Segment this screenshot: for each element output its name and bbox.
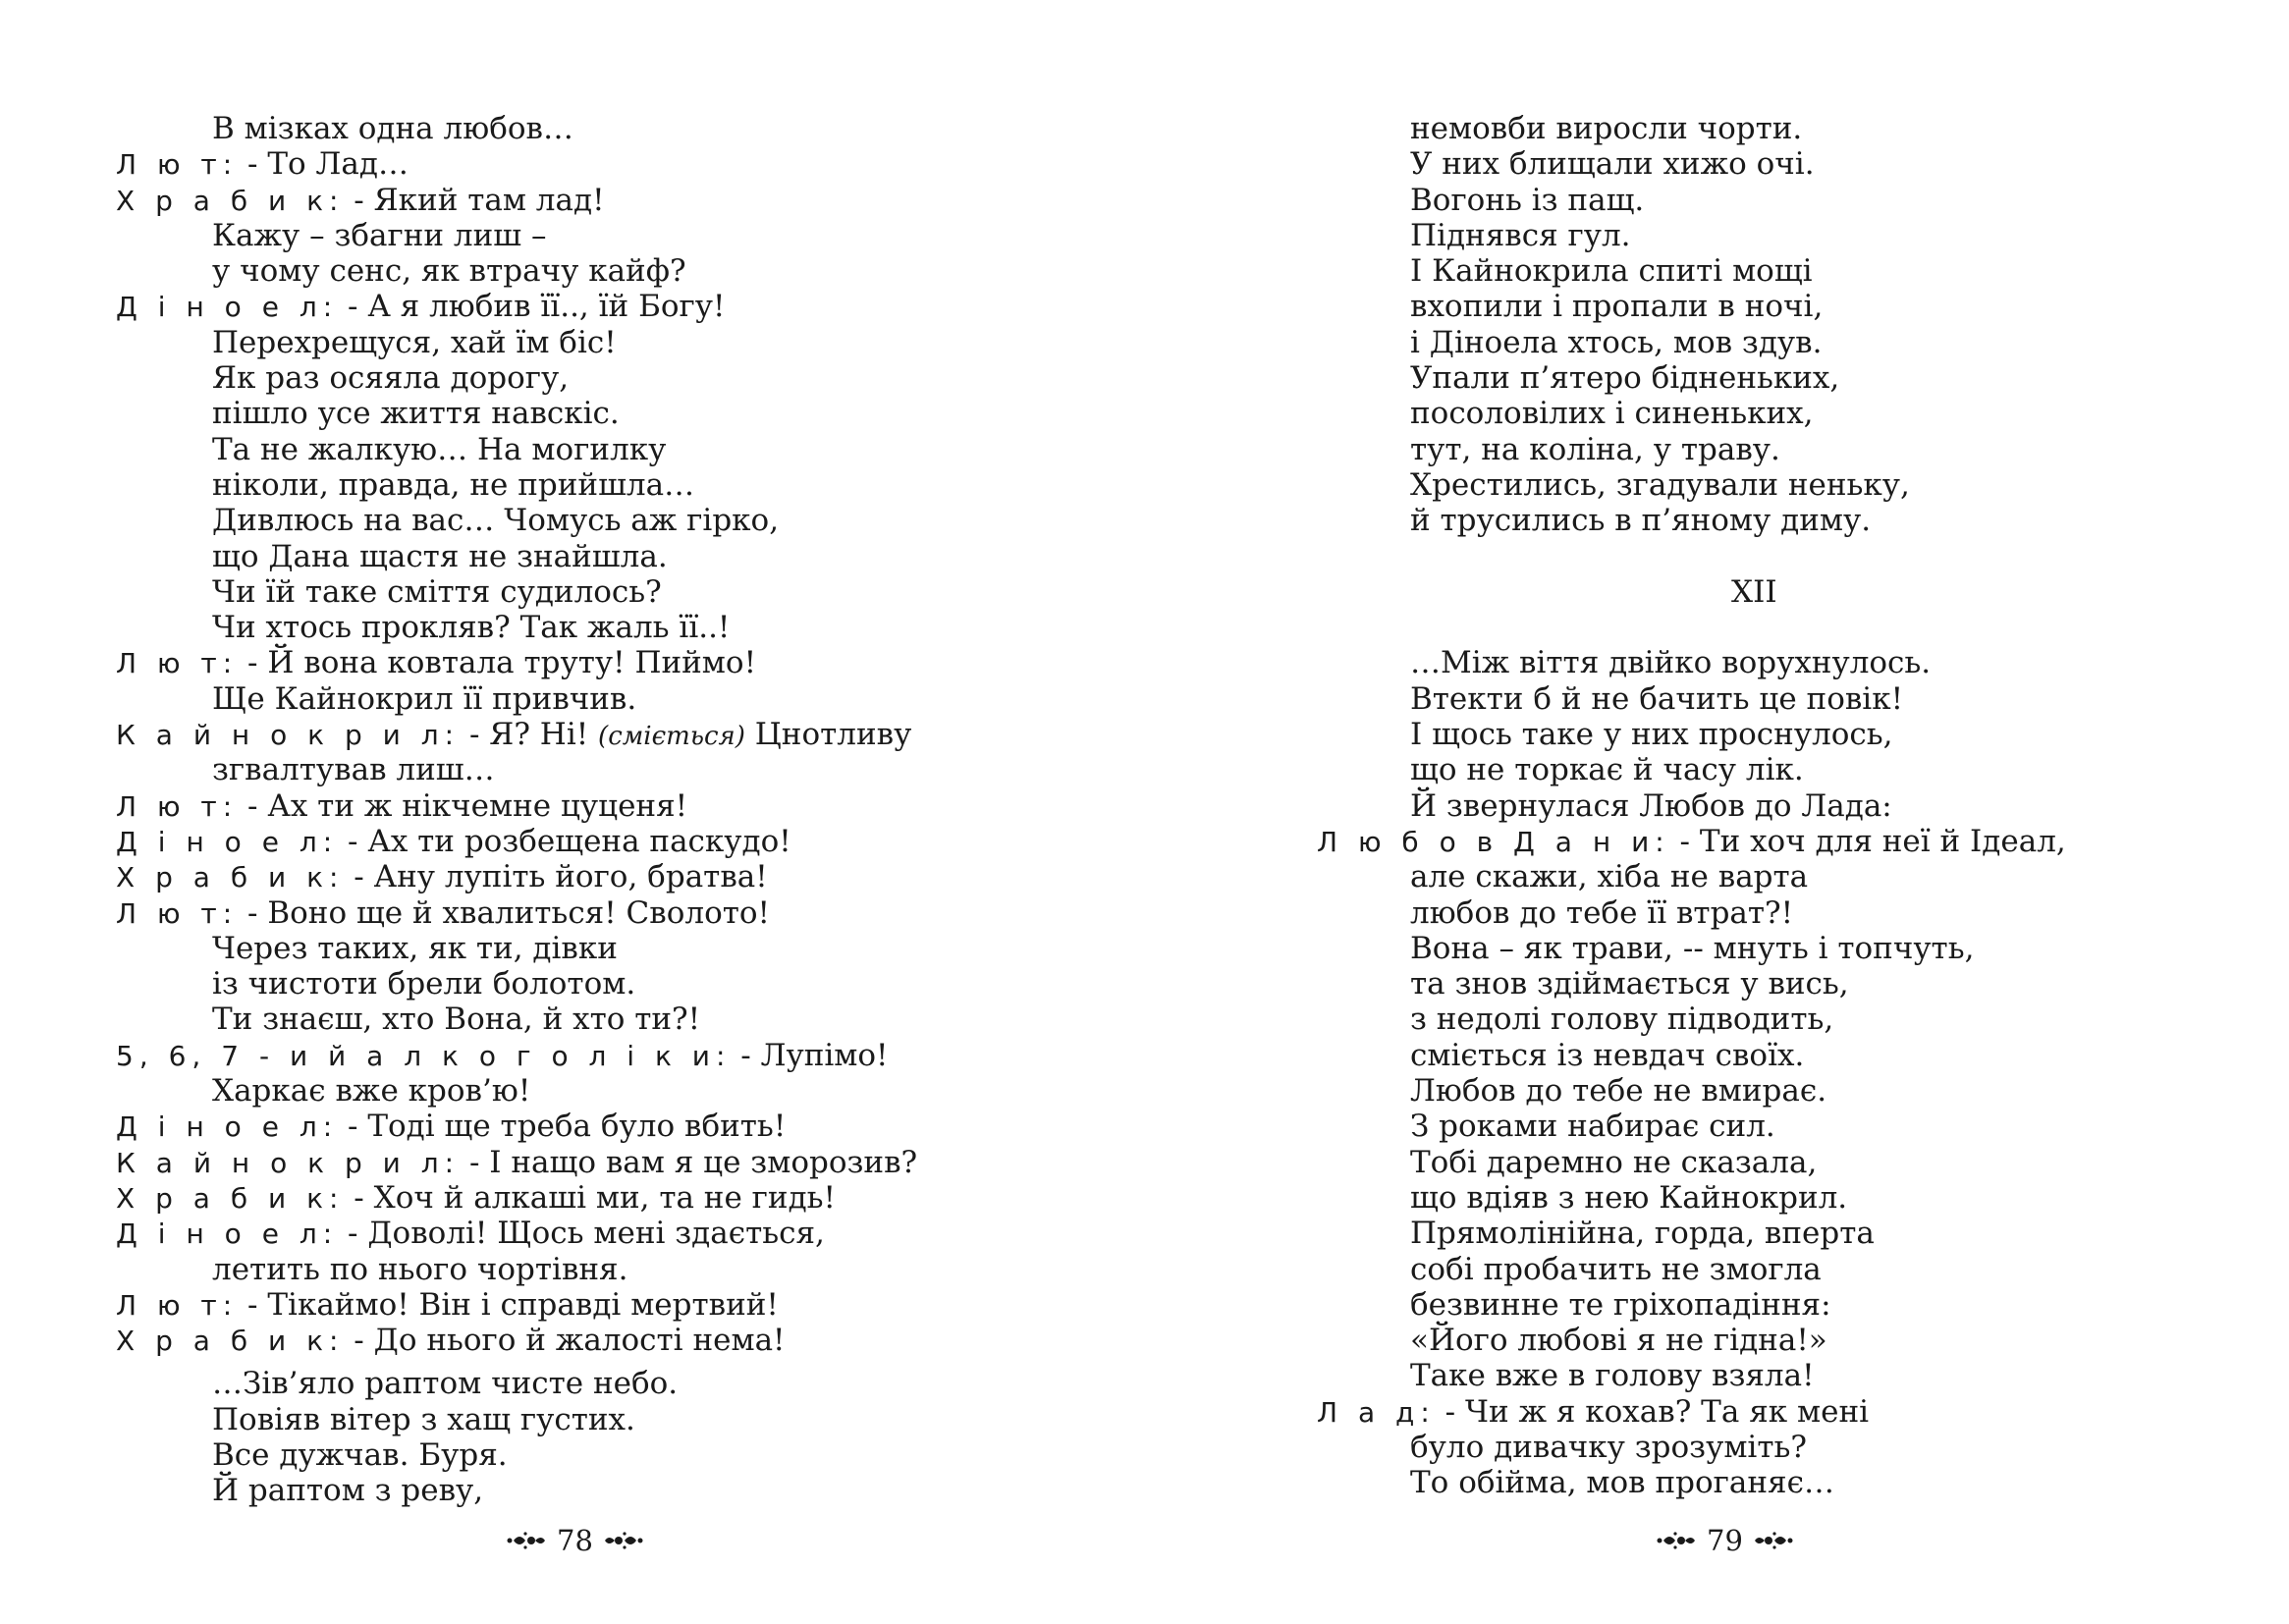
verse-line	[116, 467, 917, 503]
verse-line	[116, 752, 917, 787]
dialogue-line	[1145, 824, 2066, 859]
line-text: і Діноела хтось, мов здув.	[1410, 324, 1823, 360]
line-text: вхопили і пропали в ночі,	[1410, 289, 1824, 325]
speaker-name: Д і н о е л:	[116, 825, 339, 858]
verse-line	[116, 574, 917, 610]
dialogue-line	[116, 1216, 917, 1251]
verse-line	[116, 1402, 917, 1437]
dialogue-line	[116, 1038, 917, 1073]
verse-line	[1145, 396, 2066, 431]
verse-line	[1145, 325, 2066, 360]
line-text: Ти знаєш, хто Вона, й хто ти?!	[212, 1001, 701, 1038]
line-text: згвалтував лиш…	[212, 752, 495, 788]
line-text: Ще Кайнокрил її привчив.	[212, 680, 637, 717]
speaker-name: Д і н о е л:	[116, 1110, 339, 1144]
verse-line	[1145, 1109, 2066, 1144]
verse-line	[1145, 1358, 2066, 1393]
speaker-name: Л ю т:	[116, 148, 239, 182]
dialogue-line	[116, 645, 917, 680]
line-text: Як раз осяяла дорогу,	[212, 360, 570, 397]
line-text: - Тікаймо! Він і справді мертвий!	[238, 1286, 779, 1323]
line-text: - Хоч й алкаші ми, та не гидь!	[344, 1179, 836, 1216]
verse-line	[1145, 183, 2066, 218]
verse-line	[1145, 146, 2066, 182]
line-text: - Який там лад!	[344, 182, 605, 218]
verse-line	[1145, 1287, 2066, 1323]
line-text: із чистоти брели болотом.	[212, 966, 636, 1002]
line-text: Таке вже в голову взяла!	[1410, 1358, 1815, 1394]
line-text: У них блищали хижо очі.	[1410, 146, 1815, 183]
line-text: Тобі даремно не сказала,	[1410, 1144, 1818, 1180]
line-text: - Тоді ще треба було вбить!	[338, 1109, 787, 1145]
speaker-name: К а й н о к р и л:	[116, 719, 461, 752]
verse-line	[1145, 1073, 2066, 1109]
verse-line	[116, 931, 917, 966]
line-text: Упали п’ятеро бідненьких,	[1410, 360, 1840, 397]
line-text: - Й вона ковтала труту! Пиймо!	[238, 645, 757, 681]
line-text: Кажу – збагни лиш –	[212, 217, 547, 253]
verse-line	[116, 360, 917, 396]
verse-line	[116, 610, 917, 645]
left-page	[0, 0, 1144, 1624]
flourish-left-icon	[1656, 1530, 1697, 1551]
line-text: сміється із невдач своїх.	[1410, 1037, 1805, 1073]
dialogue-line	[116, 1323, 917, 1358]
line-text: - Доволі! Щось мені здається,	[338, 1216, 825, 1252]
verse-line	[1145, 432, 2066, 467]
line-text: але скажи, хіба не варта	[1410, 859, 1809, 895]
line-text: - Ах ти розбещена паскудо!	[338, 823, 791, 859]
line-text: посоловілих і синеньких,	[1410, 396, 1814, 432]
line-text: немовби виросли чорти.	[1410, 111, 1803, 146]
speaker-name: Д і н о е л:	[116, 1218, 339, 1251]
line-text: З роками набирає сил.	[1410, 1109, 1775, 1145]
verse-line	[1145, 645, 2066, 680]
dialogue-line	[116, 788, 917, 824]
verse-line	[1145, 895, 2066, 931]
dialogue-line	[1145, 1394, 2066, 1430]
flourish-right-icon	[1753, 1530, 1794, 1551]
line-text: Піднявся гул.	[1410, 217, 1631, 253]
flourish-left-icon	[506, 1530, 547, 1551]
verse-line	[116, 253, 917, 289]
verse-line	[1145, 360, 2066, 396]
verse-line	[1145, 1001, 2066, 1037]
dialogue-line	[116, 1109, 917, 1144]
line-text: Хрестились, згадували неньку,	[1410, 466, 1910, 503]
verse-line	[1145, 1430, 2066, 1465]
speaker-name: Х р а б и к:	[116, 1181, 345, 1215]
verse-line	[116, 432, 917, 467]
line-text: - Ану лупіть його, братва!	[344, 859, 768, 895]
line-text: Через таких, як ти, дівки	[212, 930, 618, 966]
right-page-text	[1145, 111, 2066, 1501]
stanza-break	[1145, 539, 2066, 574]
verse-line	[1145, 1145, 2066, 1180]
section-heading: XII	[1731, 573, 1777, 610]
page-number: 79	[1707, 1524, 1743, 1557]
line-text: тут, на коліна, у траву.	[1410, 431, 1780, 467]
line-text: Втекти б й не бачить це повік!	[1410, 680, 1904, 717]
verse-line	[1145, 1038, 2066, 1073]
line-text: …Зів’яло раптом чисте небо.	[212, 1366, 679, 1402]
verse-line	[116, 111, 917, 146]
verse-line	[1145, 859, 2066, 894]
dialogue-line	[116, 717, 917, 752]
speaker-name: Л ю т:	[116, 789, 239, 823]
stanza-break	[1145, 610, 2066, 645]
line-text: Й звернулася Любов до Лада:	[1410, 787, 1892, 824]
verse-line	[1145, 1323, 2066, 1358]
line-text: ніколи, правда, не прийшла…	[212, 466, 695, 503]
line-text: що вдіяв з нею Кайнокрил.	[1410, 1179, 1848, 1216]
verse-line	[1145, 503, 2066, 538]
dialogue-line	[116, 183, 917, 218]
line-text: - І нащо вам я це зморозив?	[460, 1144, 918, 1180]
line-text: Чи хтось прокляв? Так жаль її..!	[212, 610, 731, 646]
line-text: у чому сенс, як втрачу кайф?	[212, 253, 686, 290]
line-text: Все дужчав. Буря.	[212, 1436, 508, 1473]
speaker-name: Л ю т:	[116, 1288, 239, 1322]
line-text: Харкає вже кров’ю!	[212, 1073, 531, 1110]
verse-line	[116, 1437, 917, 1473]
line-text: - Чи ж я кохав? Та як мені	[1435, 1393, 1870, 1430]
stage-direction: (сміється)	[598, 722, 745, 752]
dialogue-line	[116, 859, 917, 894]
dialogue-line	[116, 1145, 917, 1180]
stanza-break	[116, 1358, 917, 1366]
verse-line	[116, 539, 917, 574]
speaker-name: Д і н о е л:	[116, 291, 339, 324]
line-text: Вона – як трави, -- мнуть і топчуть,	[1410, 930, 1975, 966]
speaker-name: Л ю т:	[116, 896, 239, 930]
page-number: 78	[557, 1524, 593, 1557]
speaker-name: Х р а б и к:	[116, 861, 345, 894]
left-page-footer	[506, 1524, 644, 1557]
verse-line	[1145, 253, 2066, 289]
line-text: з недолі голову підводить,	[1410, 1001, 1834, 1038]
verse-line	[1145, 218, 2066, 253]
verse-line	[1145, 111, 2066, 146]
line-text: - Лупімо!	[731, 1037, 889, 1073]
dialogue-line	[116, 895, 917, 931]
left-page-text	[116, 111, 917, 1509]
speaker-name: Х р а б и к:	[116, 184, 345, 217]
line-text: - То Лад…	[238, 146, 409, 183]
speaker-name: Х р а б и к:	[116, 1325, 345, 1358]
line-text: пішло усе життя навскіс.	[212, 396, 620, 432]
line-text: Та не жалкую… На могилку	[212, 431, 667, 467]
line-text: собі пробачить не змогла	[1410, 1251, 1822, 1287]
line-text: й трусились в п’яному диму.	[1410, 503, 1872, 539]
line-text: було дивачку зрозуміть?	[1410, 1429, 1807, 1465]
line-text: та знов здіймається у вись,	[1410, 966, 1849, 1002]
speaker-name: Л ю т:	[116, 647, 239, 680]
line-text: То обійма, мов проганяє…	[1410, 1465, 1834, 1501]
line-text: що не торкає й часу лік.	[1410, 752, 1804, 788]
verse-line	[1145, 931, 2066, 966]
line-text: Повіяв вітер з хащ густих.	[212, 1401, 635, 1437]
verse-line	[1145, 467, 2066, 503]
line-text: Вогонь із пащ.	[1410, 182, 1645, 218]
speaker-name: Л а д:	[1317, 1395, 1436, 1429]
verse-line	[116, 966, 917, 1001]
line-text: І Кайнокрила спиті мощі	[1410, 253, 1813, 290]
verse-line	[116, 681, 917, 717]
verse-line	[116, 1473, 917, 1508]
verse-line	[1145, 1180, 2066, 1216]
speaker-name: Л ю б о в Д а н и:	[1317, 825, 1670, 858]
verse-line	[116, 396, 917, 431]
verse-line	[116, 1252, 917, 1287]
line-text: - А я любив її.., їй Богу!	[338, 289, 726, 325]
line-text: - Я? Ні!	[460, 717, 599, 753]
line-text: Дивлюсь на вас… Чомусь аж гірко,	[212, 503, 780, 539]
line-text: безвинне те гріхопадіння:	[1410, 1286, 1831, 1323]
line-text: - Воно ще й хвалиться! Сволото!	[238, 894, 771, 931]
dialogue-line	[116, 1287, 917, 1323]
line-text: Прямолінійна, горда, вперта	[1410, 1216, 1875, 1252]
right-page-footer	[1656, 1524, 1794, 1557]
line-text: Чи їй таке сміття судилось?	[212, 573, 662, 610]
line-text: любов до тебе її втрат?!	[1410, 894, 1794, 931]
line-text: В мізках одна любов…	[212, 111, 573, 146]
dialogue-line	[116, 824, 917, 859]
dialogue-line	[116, 289, 917, 324]
line-text: І щось таке у них проснулось,	[1410, 717, 1893, 753]
verse-line	[1145, 289, 2066, 324]
line-text: «Його любові я не гідна!»	[1410, 1323, 1827, 1359]
line-text: - Ти хоч для неї й Ідеал,	[1669, 823, 2066, 859]
verse-line	[1145, 752, 2066, 787]
verse-line	[116, 1073, 917, 1109]
speaker-name: 5, 6, 7 - и й а л к о г о л і к и:	[116, 1039, 732, 1072]
line-text: Цнотливу	[744, 717, 912, 753]
verse-line	[1145, 1216, 2066, 1251]
line-text: …Між віття двійко ворухнулось.	[1410, 645, 1932, 681]
verse-line	[1145, 681, 2066, 717]
line-text: - До нього й жалості нема!	[344, 1323, 786, 1359]
dialogue-line	[116, 146, 917, 182]
line-text: - Ах ти ж нікчемне цуценя!	[238, 787, 688, 824]
line-text: Перехрещуся, хай їм біс!	[212, 324, 617, 360]
verse-line	[1145, 717, 2066, 752]
verse-line	[116, 325, 917, 360]
verse-line	[116, 1366, 917, 1401]
flourish-right-icon	[603, 1530, 644, 1551]
line-text: летить по нього чортівня.	[212, 1251, 628, 1287]
right-page	[1145, 0, 2289, 1624]
line-text: Любов до тебе не вмирає.	[1410, 1073, 1827, 1110]
line-text: що Дана щастя не знайшла.	[212, 538, 668, 574]
verse-line	[116, 1001, 917, 1037]
line-text: Й раптом з реву,	[212, 1473, 484, 1509]
dialogue-line	[116, 1180, 917, 1216]
verse-line	[1145, 1465, 2066, 1500]
verse-line	[1145, 1252, 2066, 1287]
verse-line	[1145, 966, 2066, 1001]
verse-line	[116, 503, 917, 538]
verse-line	[116, 218, 917, 253]
verse-line	[1145, 788, 2066, 824]
speaker-name: К а й н о к р и л:	[116, 1146, 461, 1179]
